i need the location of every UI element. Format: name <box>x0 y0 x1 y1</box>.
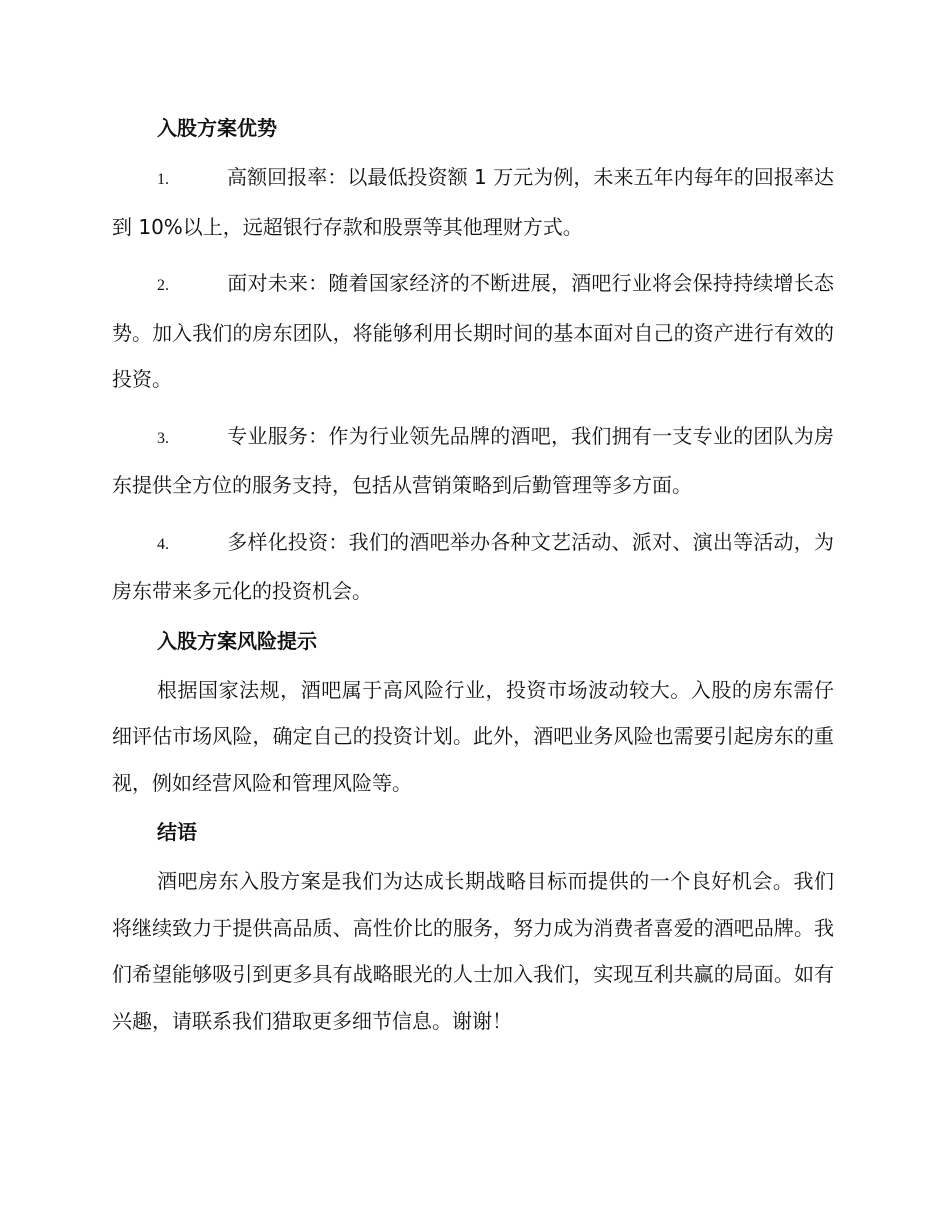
section-heading-conclusion: 结语 <box>157 820 197 844</box>
risk-paragraph: 根据国家法规，酒吧属于高风险行业，投资市场波动较大。入股的房东需仔细评估市场风险，确定自己的投资计划。此外，酒吧业务风险也需要引起房东的重视，例如经营风险和管理风险等。 <box>112 677 834 795</box>
document-body <box>112 112 834 1044</box>
list-number: 2. <box>157 277 169 294</box>
list-item-text: 多样化投资：我们的酒吧举办各种文艺活动、派对、演出等活动，为房东带来多元化的投资机会。 <box>112 529 834 603</box>
list-item-2 <box>112 260 834 403</box>
list-number: 1. <box>157 171 169 188</box>
section-heading-risks: 入股方案风险提示 <box>157 628 317 653</box>
section-heading-advantages: 入股方案优势 <box>157 116 277 140</box>
list-item-text: 高额回报率：以最低投资额 1 万元为例，未来五年内每年的回报率达到 10%以上，远超银行存款和股票等其他理财方式。 <box>112 165 834 239</box>
conclusion-paragraph: 酒吧房东入股方案是我们为达成长期战略目标而提供的一个良好机会。我们将继续致力于提供高品质、高性价比的服务，努力成为消费者喜爱的酒吧品牌。我们希望能够吸引到更多具有战略眼光的人士加入我们，实现互利共赢的局面。如有兴趣，请联系我们猎取更多细节信息。谢谢！ <box>112 869 834 1033</box>
list-number: 4. <box>157 535 169 553</box>
list-item-text: 面对未来：随着国家经济的不断进展，酒吧行业将会保持持续增长态势。加入我们的房东团队，将能够利用长期时间的基本面对自己的资产进行有效的投资。 <box>112 271 834 391</box>
list-item-3 <box>112 413 834 509</box>
list-number: 3. <box>157 429 169 447</box>
list-item-1 <box>112 154 834 250</box>
list-item-text: 专业服务：作为行业领先品牌的酒吧，我们拥有一支专业的团队为房东提供全方位的服务支持，包括从营销策略到后勤管理等多方面。 <box>112 423 834 497</box>
list-item-4 <box>112 519 834 615</box>
